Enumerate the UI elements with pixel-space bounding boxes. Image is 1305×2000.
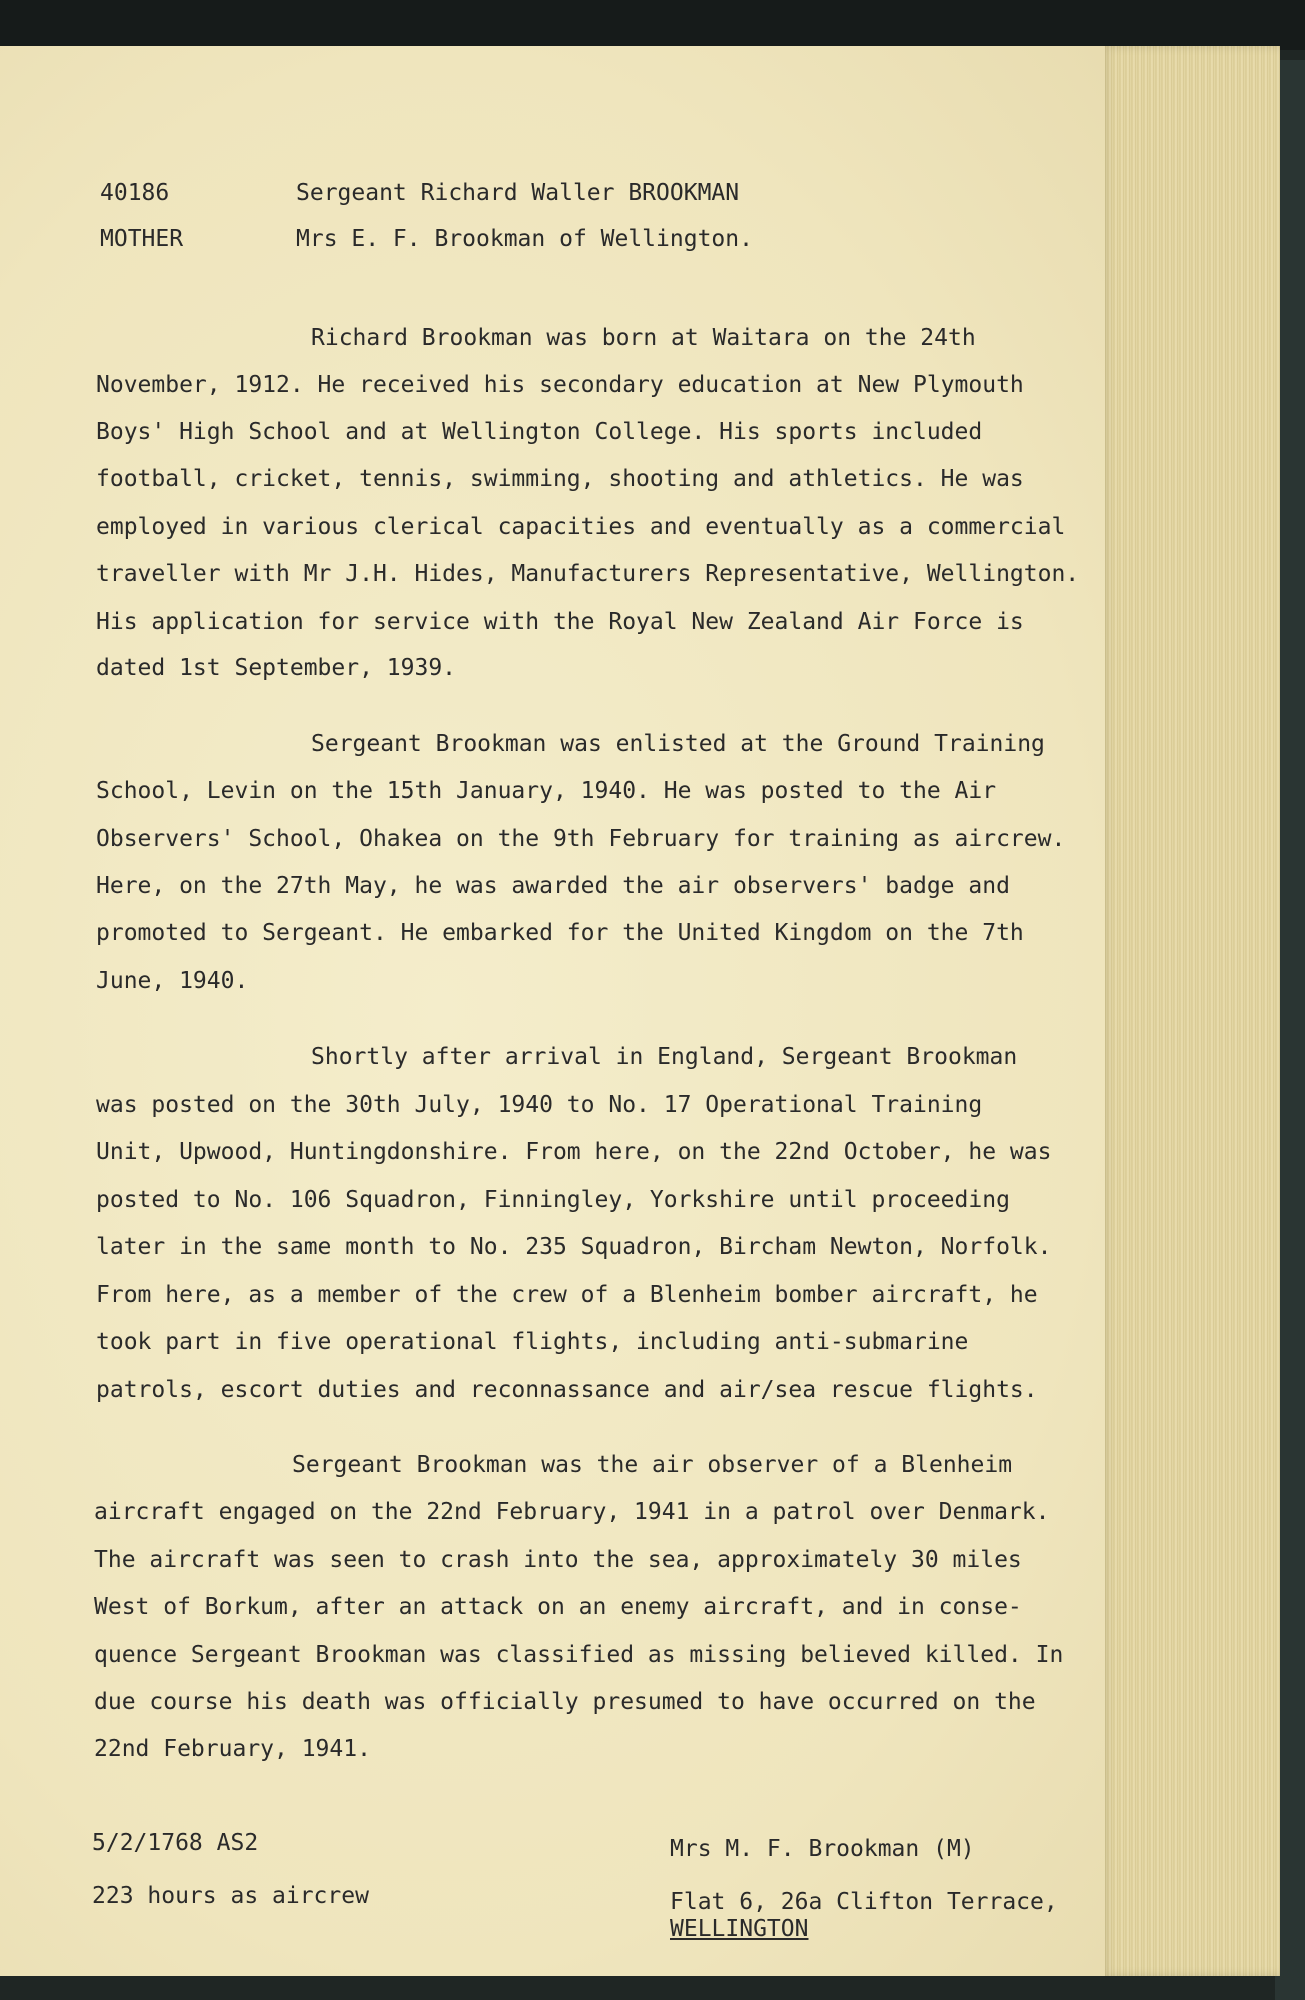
paragraph-line: later in the same month to No. 235 Squadron, Bircham Newton, Norfolk. — [96, 1234, 1052, 1260]
paragraph-line: November, 1912. He received his secondary education at New Plymouth — [96, 372, 1024, 398]
contact-address: Flat 6, 26a Clifton Terrace, — [670, 1889, 1058, 1915]
paragraph-line: aircraft engaged on the 22nd February, 1941 in a patrol over Denmark. — [94, 1499, 1050, 1525]
paragraph-line: Richard Brookman was born at Waitara on the 24th — [311, 325, 976, 351]
paragraph-line: Here, on the 27th May, he was awarded the air observers' badge and — [96, 873, 1010, 899]
name-line: Sergeant Richard Waller BROOKMAN — [296, 180, 740, 206]
paragraph-line: took part in five operational flights, including anti-submarine — [96, 1329, 969, 1355]
service-number: 40186 — [100, 180, 170, 206]
paragraph-line: June, 1940. — [96, 968, 249, 994]
paragraph-line: Boys' High School and at Wellington College. His sports included — [96, 419, 983, 445]
paragraph-line: West of Borkum, after an attack on an enemy aircraft, and in conse- — [94, 1594, 1022, 1620]
paragraph-line: Sergeant Brookman was enlisted at the Ground Training — [311, 731, 1045, 757]
contact-city: WELLINGTON — [670, 1916, 809, 1942]
relation-value: Mrs E. F. Brookman of Wellington. — [296, 226, 753, 252]
paragraph-line: From here, as a member of the crew of a Blenheim bomber aircraft, he — [96, 1282, 1038, 1308]
paragraph-line: traveller with Mr J.H. Hides, Manufacturers Representative, Wellington. — [96, 561, 1080, 587]
paragraph-line: Shortly after arrival in England, Sergeant Brookman — [311, 1044, 1018, 1070]
paragraph-line: promoted to Sergeant. He embarked for the United Kingdom on the 7th — [96, 920, 1024, 946]
paragraph-line: posted to No. 106 Squadron, Finningley, Yorkshire until proceeding — [96, 1187, 1010, 1213]
file-reference: 5/2/1768 AS2 — [92, 1830, 259, 1856]
paragraph-line: His application for service with the Royal New Zealand Air Force is — [96, 609, 1024, 635]
paragraph-line: due course his death was officially presumed to have occurred on the — [94, 1689, 1036, 1715]
paragraph-line: The aircraft was seen to crash into the sea, approximately 30 miles — [94, 1547, 1022, 1573]
paragraph-line: football, cricket, tennis, swimming, shooting and athletics. He was — [96, 466, 1024, 492]
aircrew-hours: 223 hours as aircrew — [92, 1883, 369, 1909]
paragraph-line: School, Levin on the 15th January, 1940. He was posted to the Air — [96, 778, 997, 804]
paragraph-line: patrols, escort duties and reconnassance and air/sea rescue flights. — [96, 1377, 1038, 1403]
paragraph-line: was posted on the 30th July, 1940 to No. 17 Operational Training — [96, 1092, 983, 1118]
paragraph-line: Unit, Upwood, Huntingdonshire. From here, on the 22nd October, he was — [96, 1139, 1052, 1165]
paragraph-line: Observers' School, Ohakea on the 9th February for training as aircrew. — [96, 826, 1066, 852]
paragraph-line: employed in various clerical capacities and eventually as a commercial — [96, 514, 1066, 540]
paragraph-line: dated 1st September, 1939. — [96, 655, 457, 681]
relation-label: MOTHER — [100, 226, 184, 252]
paragraph-line: quence Sergeant Brookman was classified as missing believed killed. In — [94, 1642, 1064, 1668]
paragraph-line: Sergeant Brookman was the air observer of a Blenheim — [292, 1452, 1013, 1478]
contact-name: Mrs M. F. Brookman (M) — [670, 1836, 975, 1862]
book-cover-top — [0, 0, 1305, 50]
paragraph-line: 22nd February, 1941. — [94, 1736, 371, 1762]
